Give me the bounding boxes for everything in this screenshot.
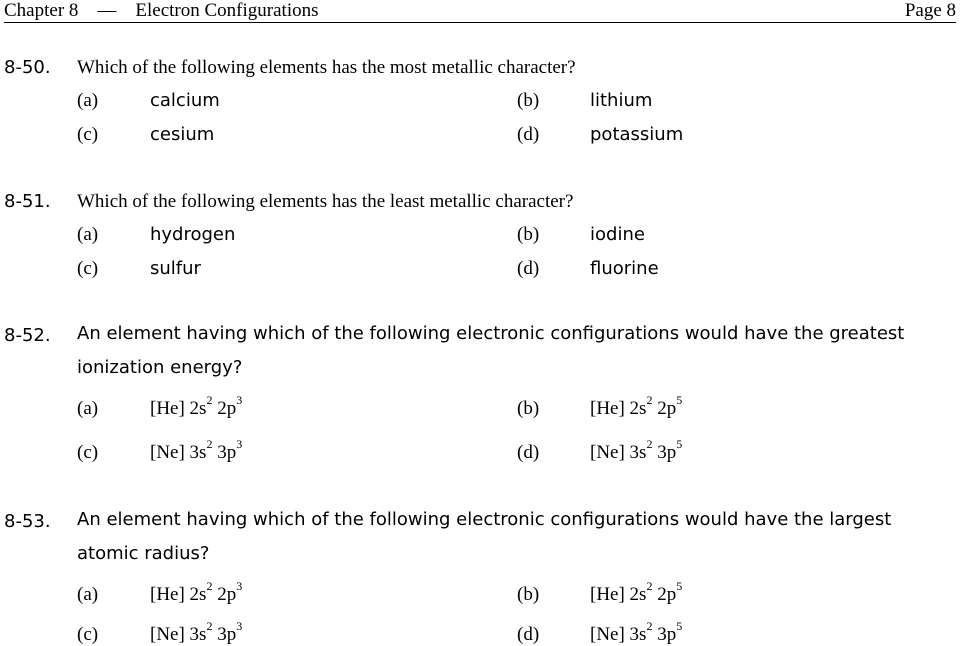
config-shell: 3p <box>212 442 237 463</box>
option-d-text: potassium <box>590 124 684 145</box>
config-exponent: 2 <box>206 393 213 407</box>
option-c-config <box>150 619 243 646</box>
config-core: [Ne] 3s <box>150 624 207 645</box>
option-a-text: calcium <box>150 90 220 111</box>
option-d-config <box>590 437 683 464</box>
chapter-heading <box>4 0 319 22</box>
option-b-text: iodine <box>590 224 645 245</box>
config-exponent: 5 <box>676 393 683 407</box>
option-c-config <box>150 437 243 464</box>
option-d-letter: (d) <box>517 624 540 645</box>
option-b-letter: (b) <box>517 90 540 111</box>
option-c-text: sulfur <box>150 258 201 279</box>
chapter-label: Chapter 8 <box>4 0 79 21</box>
option-c-letter: (c) <box>77 624 99 645</box>
config-exponent: 2 <box>646 437 653 451</box>
option-a-letter: (a) <box>77 584 99 605</box>
question-number: 8-53. <box>4 511 51 532</box>
option-a-letter: (a) <box>77 90 99 111</box>
option-b-config <box>590 579 683 606</box>
config-core: [Ne] 3s <box>150 442 207 463</box>
config-exponent: 2 <box>206 619 213 633</box>
option-b-letter: (b) <box>517 584 540 605</box>
config-core: [He] 2s <box>590 398 647 419</box>
config-shell: 3p <box>652 624 677 645</box>
option-a-letter: (a) <box>77 224 99 245</box>
option-a-config <box>150 579 243 606</box>
config-shell: 2p <box>212 398 237 419</box>
config-exponent: 3 <box>236 437 243 451</box>
config-exponent: 3 <box>236 393 243 407</box>
option-c-letter: (c) <box>77 258 99 279</box>
config-exponent: 3 <box>236 619 243 633</box>
config-exponent: 2 <box>646 579 653 593</box>
page-header <box>4 0 956 23</box>
option-b-letter: (b) <box>517 224 540 245</box>
chapter-title: Electron Configurations <box>135 0 319 21</box>
header-dash: — <box>97 0 117 21</box>
page-number: Page 8 <box>904 0 956 21</box>
option-c-letter: (c) <box>77 442 99 463</box>
config-exponent: 2 <box>646 619 653 633</box>
config-shell: 2p <box>652 398 677 419</box>
config-exponent: 5 <box>676 579 683 593</box>
config-shell: 2p <box>212 584 237 605</box>
option-c-letter: (c) <box>77 124 99 145</box>
config-shell: 2p <box>652 584 677 605</box>
option-d-letter: (d) <box>517 124 540 145</box>
option-d-text: fluorine <box>590 258 659 279</box>
config-shell: 3p <box>212 624 237 645</box>
option-a-text: hydrogen <box>150 224 236 245</box>
option-c-text: cesium <box>150 124 215 145</box>
config-exponent: 3 <box>236 579 243 593</box>
question-number: 8-51. <box>4 191 51 212</box>
question-prompt: Which of the following elements has the least metallic character? <box>77 191 574 212</box>
config-core: [He] 2s <box>150 398 207 419</box>
option-d-letter: (d) <box>517 258 540 279</box>
option-b-config <box>590 393 683 420</box>
config-exponent: 5 <box>676 437 683 451</box>
config-core: [Ne] 3s <box>590 624 647 645</box>
config-exponent: 2 <box>206 437 213 451</box>
config-core: [He] 2s <box>590 584 647 605</box>
config-exponent: 2 <box>206 579 213 593</box>
config-exponent: 2 <box>646 393 653 407</box>
question-prompt: An element having which of the following electronic configurations would have the greatest ionization energy? <box>77 323 905 378</box>
config-exponent: 5 <box>676 619 683 633</box>
option-b-letter: (b) <box>517 398 540 419</box>
config-core: [Ne] 3s <box>590 442 647 463</box>
question-number: 8-52. <box>4 325 51 346</box>
question-number: 8-50. <box>4 57 51 78</box>
option-a-letter: (a) <box>77 398 99 419</box>
question-prompt: An element having which of the following electronic configurations would have the largest atomic radius? <box>77 509 892 564</box>
option-d-letter: (d) <box>517 442 540 463</box>
option-b-text: lithium <box>590 90 653 111</box>
option-a-config <box>150 393 243 420</box>
option-d-config <box>590 619 683 646</box>
question-prompt: Which of the following elements has the most metallic character? <box>77 57 576 78</box>
config-shell: 3p <box>652 442 677 463</box>
config-core: [He] 2s <box>150 584 207 605</box>
